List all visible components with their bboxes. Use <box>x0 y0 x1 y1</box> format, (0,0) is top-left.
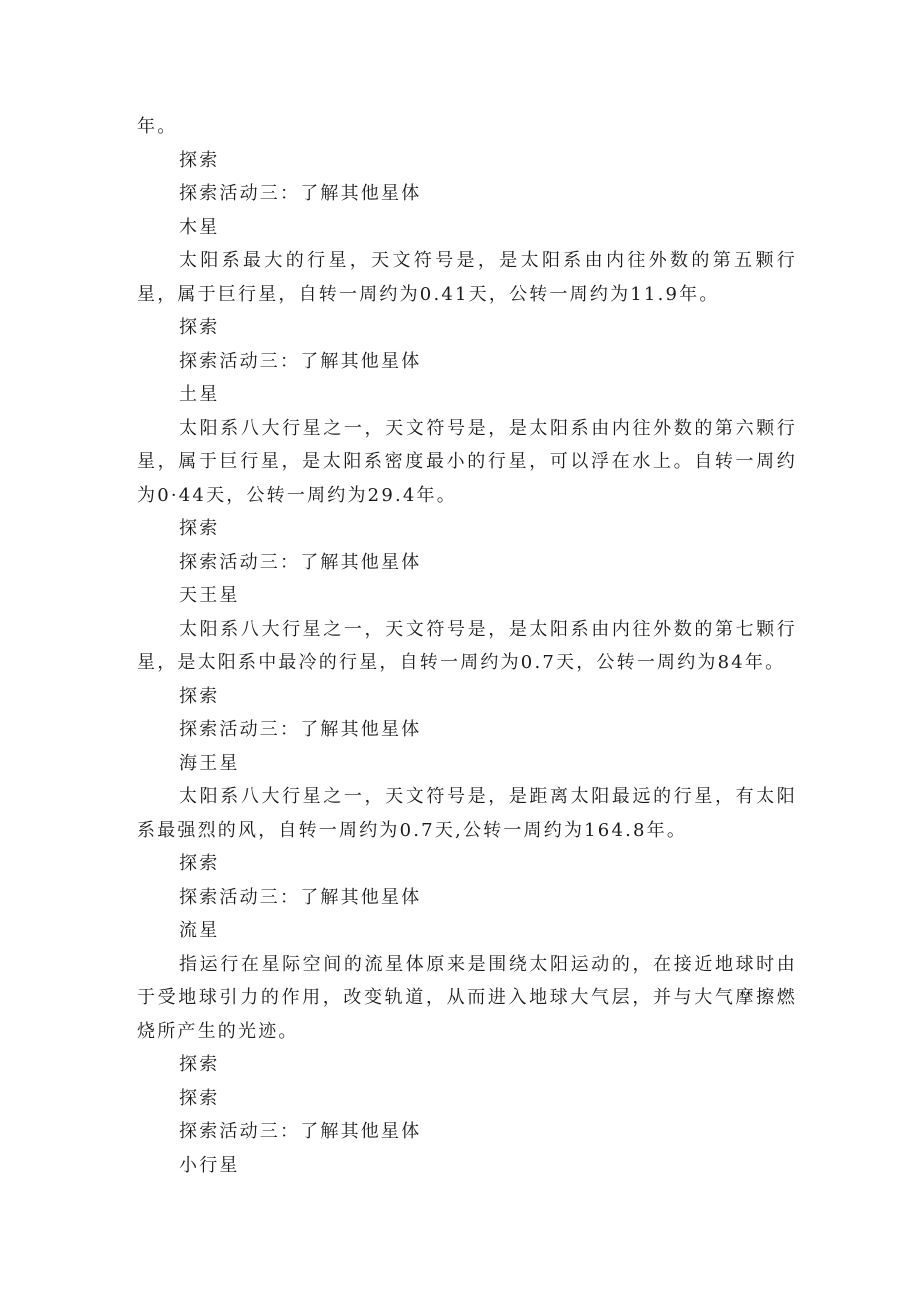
paragraph-saturn: 太阳系八大行星之一，天文符号是，是太阳系由内往外数的第六颗行星，属于巨行星，是太阳系密度最小的行星，可以浮在水上。自转一周约为0·44天，公转一周约为29.4年。 <box>137 417 797 506</box>
heading-explore: 探索 <box>179 1087 220 1109</box>
heading-activity-three: 探索活动三：了解其他星体 <box>179 183 422 204</box>
heading-explore: 探索 <box>179 1054 220 1075</box>
paragraph-neptune: 太阳系八大行星之一，天文符号是，是距离太阳最远的行星，有太阳系最强烈的风，自转一周约为0.7天,公转一周约为164.8年。 <box>137 786 797 841</box>
heading-uranus: 天王星 <box>179 585 240 606</box>
heading-activity-three: 探索活动三：了解其他星体 <box>179 886 422 908</box>
heading-activity-three: 探索活动三：了解其他星体 <box>179 551 422 573</box>
heading-explore: 探索 <box>179 518 220 539</box>
heading-saturn: 土星 <box>179 384 220 405</box>
paragraph-jupiter: 太阳系最大的行星，天文符号是，是太阳系由内往外数的第五颗行星，属于巨行星，自转一周约为0.41天，公转一周约为11.9年。 <box>137 250 797 305</box>
heading-activity-three: 探索活动三：了解其他星体 <box>179 719 422 740</box>
heading-activity-three: 探索活动三：了解其他星体 <box>179 350 422 372</box>
heading-explore: 探索 <box>179 317 220 338</box>
heading-explore: 探索 <box>179 853 220 874</box>
heading-activity-three: 探索活动三：了解其他星体 <box>179 1121 422 1142</box>
heading-jupiter: 木星 <box>179 216 220 238</box>
heading-explore: 探索 <box>179 149 220 171</box>
heading-asteroid: 小行星 <box>179 1154 240 1176</box>
paragraph-uranus: 太阳系八大行星之一，天文符号是，是太阳系由内往外数的第七颗行星，是太阳系中最冷的行星，自转一周约为0.7天，公转一周约为84年。 <box>137 618 797 673</box>
heading-meteor: 流星 <box>179 920 220 941</box>
heading-explore: 探索 <box>179 685 220 707</box>
document-body <box>137 110 797 1182</box>
paragraph-meteor: 指运行在星际空间的流星体原来是围绕太阳运动的，在接近地球时由于受地球引力的作用，改变轨道，从而进入地球大气层，并与大气摩擦燃烧所产生的光迹。 <box>137 953 797 1042</box>
heading-neptune: 海王星 <box>179 752 240 774</box>
paragraph-year-end: 年。 <box>137 116 178 137</box>
